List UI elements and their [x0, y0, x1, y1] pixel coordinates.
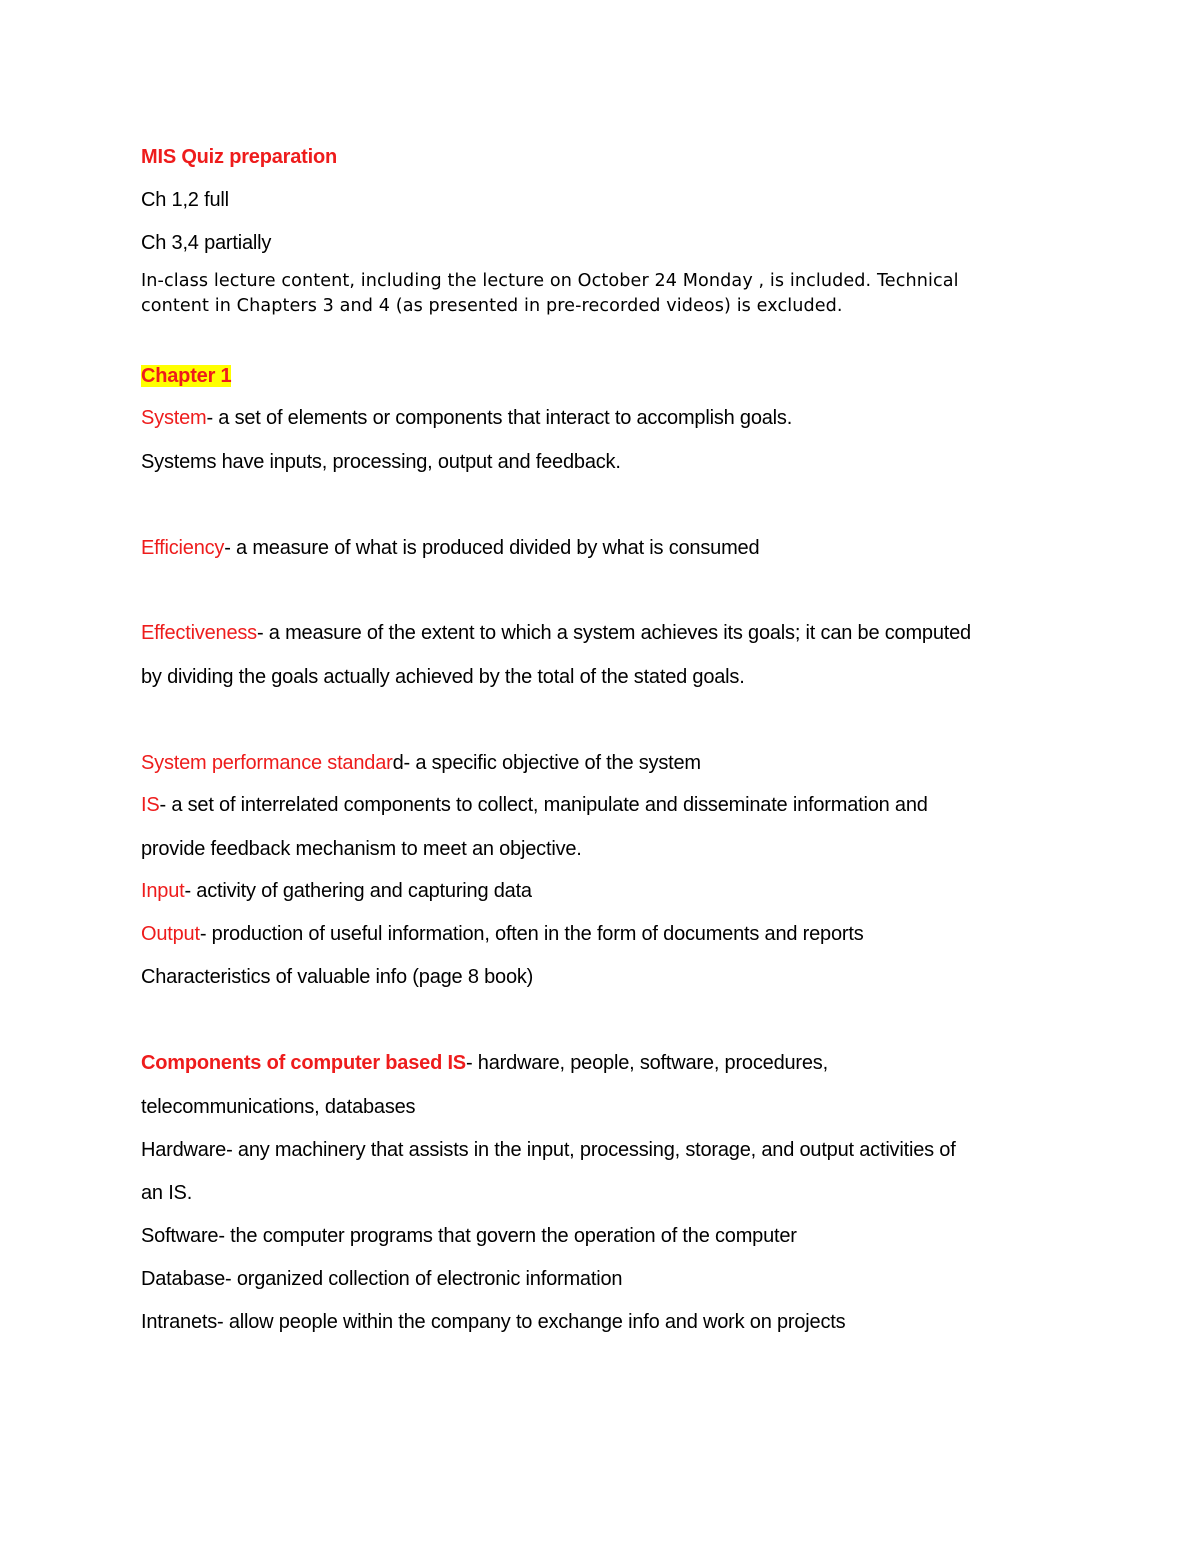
definition-output: [141, 922, 864, 946]
definition-hardware-continued: an IS.: [141, 1182, 193, 1204]
term-label: System: [141, 407, 207, 429]
definition-is-continued: provide feedback mechanism to meet an objective.: [141, 838, 582, 860]
definition-is: [141, 793, 928, 817]
term-label: Effectiveness: [141, 622, 257, 644]
definition-database: Database- organized collection of electronic information: [141, 1268, 623, 1290]
note-line-1: In-class lecture content, including the lecture on October 24 Monday , is included. Technical: [141, 271, 959, 291]
note-line-2: content in Chapters 3 and 4 (as presented in pre-recorded videos) is excluded.: [141, 296, 843, 316]
definition-intranets: Intranets- allow people within the company to exchange info and work on projects: [141, 1311, 846, 1333]
definition-system: [141, 406, 792, 430]
definition-input: [141, 879, 532, 903]
term-label: Output: [141, 923, 200, 945]
scope-partial-line: Ch 3,4 partially: [141, 232, 272, 254]
chapter-heading-highlight: Chapter 1: [141, 365, 232, 387]
chapter-heading: [141, 364, 231, 388]
term-label: Efficiency: [141, 537, 225, 559]
document-title: MIS Quiz preparation: [141, 146, 338, 168]
definition-efficiency: [141, 536, 759, 560]
scope-full-line: Ch 1,2 full: [141, 189, 229, 211]
definition-text: - a measure of the extent to which a system achieves its goals; it can be computed: [256, 622, 971, 644]
definition-text: d- a specific objective of the system: [392, 752, 701, 774]
definition-system-performance-standard: [141, 751, 701, 775]
definition-text: - production of useful information, often in the form of documents and reports: [199, 923, 864, 945]
definition-software: Software- the computer programs that govern the operation of the computer: [141, 1225, 797, 1247]
systems-have-line: Systems have inputs, processing, output and feedback.: [141, 451, 621, 473]
characteristics-line: Characteristics of valuable info (page 8 book): [141, 966, 534, 988]
definition-text: - a set of interrelated components to collect, manipulate and disseminate information and: [159, 794, 928, 816]
definition-hardware: Hardware- any machinery that assists in the input, processing, storage, and output activities of: [141, 1139, 956, 1161]
term-label: System performance standar: [141, 752, 393, 774]
definition-components: [141, 1051, 828, 1075]
term-label: Components of computer based IS: [141, 1052, 466, 1074]
definition-text: - activity of gathering and capturing data: [184, 880, 532, 902]
definition-effectiveness: [141, 621, 971, 645]
term-label: Input: [141, 880, 185, 902]
definition-text: - hardware, people, software, procedures,: [465, 1052, 828, 1074]
definition-text: - a measure of what is produced divided by what is consumed: [224, 537, 760, 559]
term-label: IS: [141, 794, 160, 816]
definition-effectiveness-continued: by dividing the goals actually achieved by the total of the stated goals.: [141, 666, 745, 688]
definition-text: - a set of elements or components that interact to accomplish goals.: [206, 407, 793, 429]
definition-components-continued: telecommunications, databases: [141, 1096, 416, 1118]
